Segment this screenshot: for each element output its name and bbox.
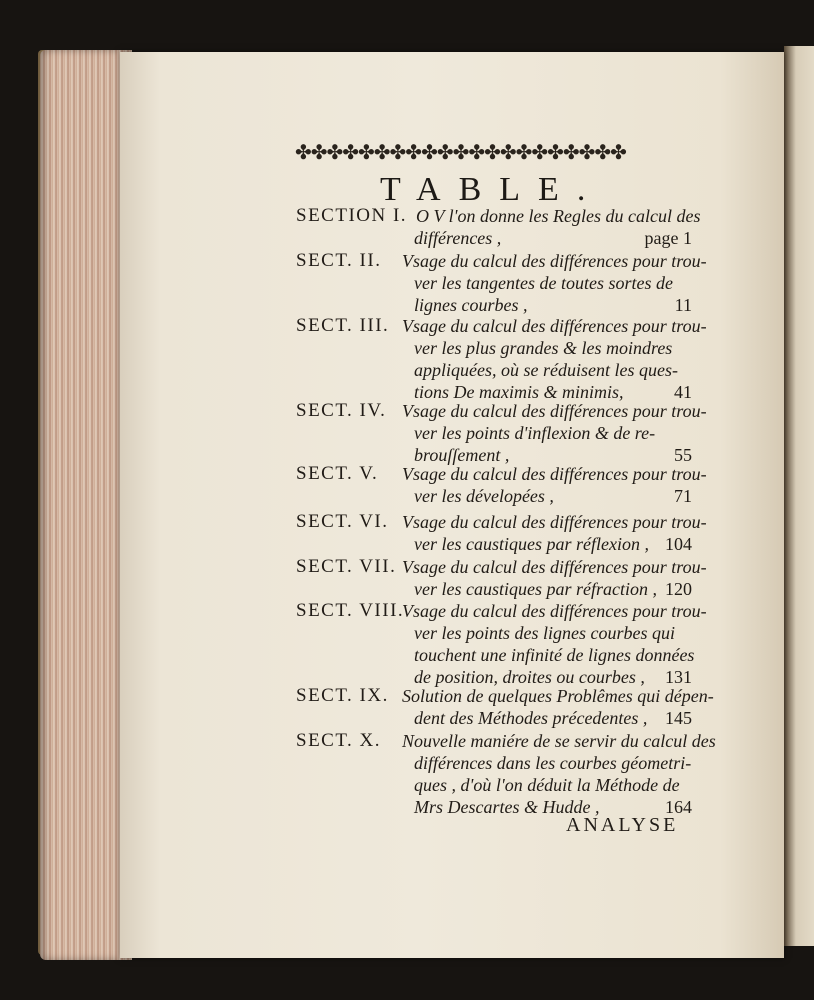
page-number: page 1 <box>644 228 692 248</box>
entry-text-line: de position, droites ou courbes , <box>414 667 645 687</box>
page-number: 131 <box>665 667 692 687</box>
entry-text-line: appliquées, où se réduisent les ques- <box>414 360 678 380</box>
page-number: 71 <box>674 486 692 506</box>
page-number: 164 <box>665 797 692 817</box>
entry-text-line: ver les dévelopées , <box>414 486 554 506</box>
entry-text-line: brouſſement , <box>414 445 510 465</box>
entry-text-line: différences , <box>414 228 502 248</box>
section-label: SECT. IX. <box>296 685 389 706</box>
entry-text-line: Vsage du calcul des différences pour trou- <box>402 512 707 532</box>
entry-text-line: ques , d'où l'on déduit la Méthode de <box>414 775 680 795</box>
entry-text-line: Solution de quelques Problêmes qui dépen- <box>402 686 714 706</box>
section-label: SECT. III. <box>296 315 390 336</box>
section-label: SECT. VI. <box>296 511 389 532</box>
page-number: 120 <box>665 579 692 599</box>
entry-text-line: lignes courbes , <box>414 295 528 315</box>
page-number: 145 <box>665 708 692 728</box>
entry-text-line: différences dans les courbes géometri- <box>414 753 692 773</box>
entry-text-line: ver les points des lignes courbes qui <box>414 623 675 643</box>
section-label: SECT. X. <box>296 730 382 751</box>
entry-text-line: Mrs Descartes & Hudde , <box>414 797 600 817</box>
section-label: SECT. V. <box>296 463 379 484</box>
page-number: 11 <box>674 295 692 315</box>
page-number: 41 <box>674 382 692 402</box>
section-label: SECT. VII. <box>296 556 397 577</box>
entry-text-line: Vsage du calcul des différences pour trou- <box>402 316 707 336</box>
entry-text-line: Vsage du calcul des différences pour trou- <box>402 464 707 484</box>
header-ornament: ✤✤✤✤✤✤✤✤✤✤✤✤✤✤✤✤✤✤✤✤✤ <box>295 142 626 164</box>
entry-text-line: O V l'on donne les Regles du calcul des <box>416 206 701 226</box>
section-label: SECT. IV. <box>296 400 387 421</box>
entry-text-line: tions De maximis & minimis, <box>414 382 624 402</box>
entry-text-line: Vsage du calcul des différences pour trou- <box>402 401 707 421</box>
entry-text-line: Vsage du calcul des différences pour trou- <box>402 601 707 621</box>
page-number: 104 <box>665 534 692 554</box>
facing-page-edge <box>784 46 814 946</box>
catchword: ANALYSE <box>566 814 679 836</box>
entry-text-line: Nouvelle maniére de se servir du calcul des <box>402 731 716 751</box>
entry-text-line: ver les plus grandes & les moindres <box>414 338 673 358</box>
section-label: SECT. II. <box>296 250 382 271</box>
entry-text-line: ver les caustiques par réfraction , <box>414 579 657 599</box>
entry-text-line: Vsage du calcul des différences pour trou- <box>402 557 707 577</box>
entry-text-line: ver les points d'inflexion & de re- <box>414 423 656 443</box>
page-number: 55 <box>674 445 692 465</box>
page-block-edges <box>40 50 132 960</box>
entry-text-line: ver les tangentes de toutes sortes de <box>414 273 673 293</box>
entry-text-line: touchent une infinité de lignes données <box>414 645 695 665</box>
entry-text-line: dent des Méthodes précedentes , <box>414 708 648 728</box>
entry-text-line: Vsage du calcul des différences pour trou- <box>402 251 707 271</box>
page-title: TABLE. <box>380 171 604 208</box>
entry-text-line: ver les caustiques par réflexion , <box>414 534 649 554</box>
section-label: SECTION I. <box>296 205 408 226</box>
section-label: SECT. VIII. <box>296 600 405 621</box>
